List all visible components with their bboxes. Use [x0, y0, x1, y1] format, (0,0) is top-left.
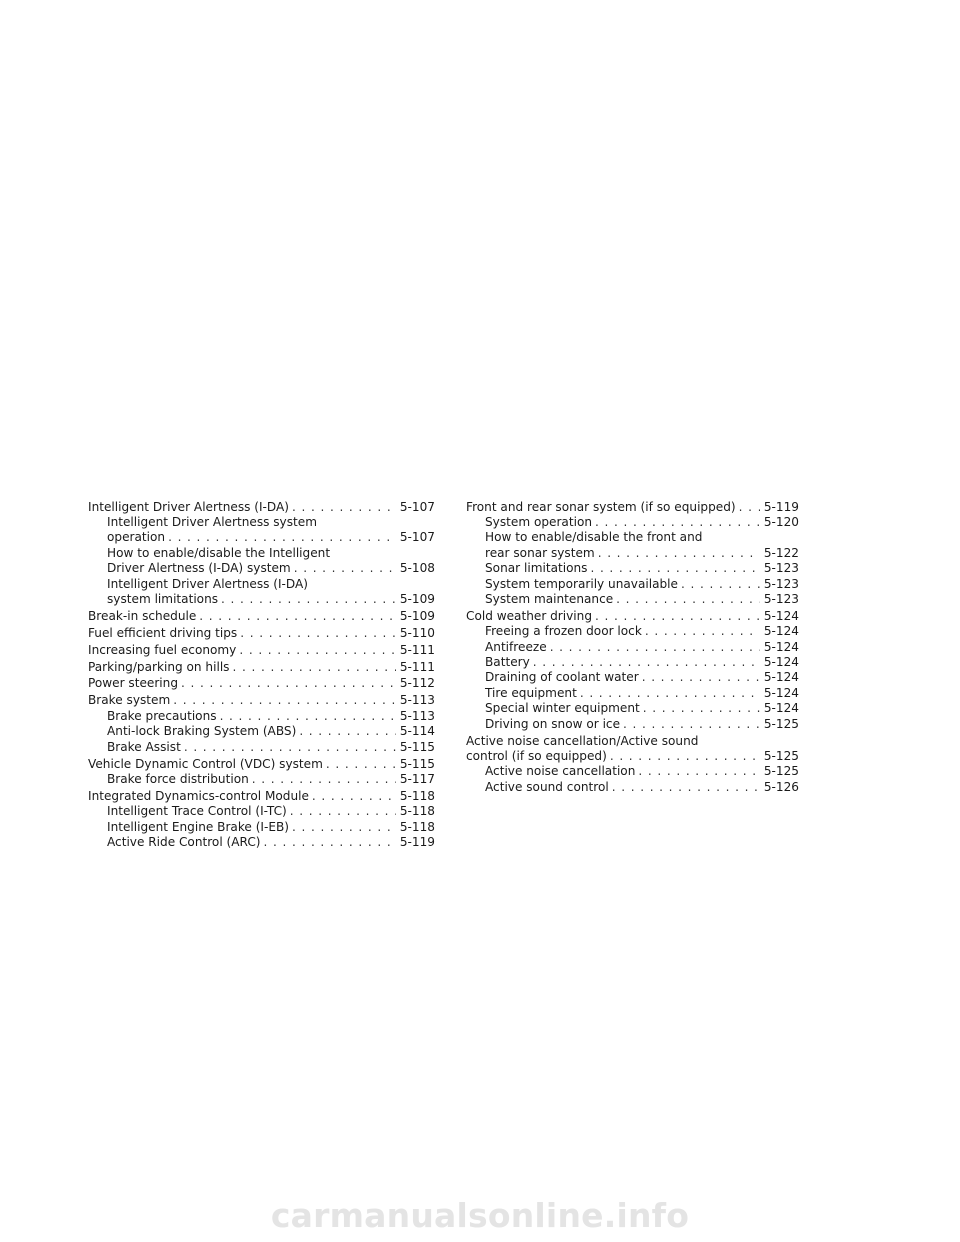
toc-entry[interactable] [88, 500, 435, 515]
toc-entry-leader-line [485, 515, 799, 530]
toc-entry[interactable] [466, 701, 799, 716]
toc-entry-title: Driving on snow or ice [485, 716, 621, 731]
toc-entry-page: 5-125 [763, 764, 799, 779]
dot-leader [292, 820, 396, 835]
dot-leader [252, 772, 396, 787]
toc-entry-leader-line [107, 804, 435, 819]
toc-entry-title: Tire equipment [485, 685, 577, 700]
toc-entry-title: Integrated Dynamics-control Module [88, 788, 309, 803]
toc-entry-leader-line [485, 764, 799, 779]
toc-entry-leader-line [88, 676, 435, 691]
toc-entry-leader-line [485, 701, 799, 716]
dot-leader [312, 789, 396, 804]
toc-entry-title: Anti-lock Braking System (ABS) [107, 724, 297, 739]
toc-entry-title: Break-in schedule [88, 608, 197, 623]
toc-entry-leader-line [107, 724, 435, 739]
toc-entry-page: 5-124 [763, 655, 799, 670]
toc-entry-leader-line [88, 626, 435, 641]
toc-entry[interactable] [88, 546, 435, 577]
toc-entry-leader-line [485, 624, 799, 639]
toc-entry-page: 5-118 [399, 819, 435, 834]
dot-leader [642, 670, 760, 685]
toc-entry-title: Brake Assist [107, 739, 181, 754]
toc-entry[interactable] [466, 764, 799, 779]
toc-entry-title-line: Active noise cancellation/Active sound [466, 733, 699, 748]
toc-entry-leader-line [485, 592, 799, 607]
toc-entry-title-line: How to enable/disable the Intelligent [107, 545, 331, 560]
toc-entry-page: 5-124 [763, 608, 799, 623]
toc-entry-title: Parking/parking on hills [88, 659, 230, 674]
toc-entry-title: Cold weather driving [466, 608, 592, 623]
toc-entry-title: Intelligent Engine Brake (I-EB) [107, 819, 289, 834]
toc-entry-page: 5-108 [399, 561, 435, 576]
toc-entry-page: 5-123 [763, 561, 799, 576]
toc-entry[interactable] [88, 660, 435, 675]
toc-entry[interactable] [466, 561, 799, 576]
toc-entry-leader-line [485, 546, 799, 561]
toc-entry-page: 5-113 [399, 693, 435, 708]
toc-entry-title: Intelligent Trace Control (I-TC) [107, 804, 287, 819]
toc-entry[interactable] [466, 592, 799, 607]
toc-entry-leader-line [107, 772, 435, 787]
toc-entry-leader-line [107, 740, 435, 755]
toc-entry[interactable] [88, 643, 435, 658]
toc-column-right [466, 498, 799, 795]
toc-entry-page: 5-113 [399, 708, 435, 723]
toc-entry[interactable] [466, 640, 799, 655]
toc-entry-page: 5-119 [399, 835, 435, 850]
toc-entry[interactable] [88, 804, 435, 819]
toc-entry-leader-line [485, 640, 799, 655]
toc-entry-title: Vehicle Dynamic Control (VDC) system [88, 756, 323, 771]
toc-entry-title: System maintenance [485, 591, 614, 606]
dot-leader [326, 757, 396, 772]
toc-entry-leader-line [485, 577, 799, 592]
toc-entry-page: 5-115 [399, 739, 435, 754]
toc-entry-title: Battery [485, 655, 530, 670]
toc-entry-page: 5-109 [399, 608, 435, 623]
toc-entry-leader-line [466, 500, 799, 515]
toc-entry-title: rear sonar system [485, 545, 595, 560]
toc-entry-leader-line [107, 835, 435, 850]
toc-entry-title: Intelligent Driver Alertness (I-DA) [88, 499, 289, 514]
dot-leader [181, 676, 396, 691]
toc-entry[interactable] [88, 609, 435, 624]
dot-leader [623, 717, 760, 732]
toc-entry[interactable] [88, 626, 435, 641]
toc-entry[interactable] [88, 693, 435, 708]
dot-leader [580, 686, 760, 701]
toc-entry-title: system limitations [107, 591, 219, 606]
toc-entry-leader-line [88, 660, 435, 675]
toc-entry-leader-line [107, 592, 435, 607]
toc-entry-leader-line [466, 749, 799, 764]
toc-entry-page: 5-126 [763, 779, 799, 794]
toc-entry[interactable] [88, 757, 435, 772]
toc-entry[interactable] [88, 740, 435, 755]
toc-entry-title-line: Intelligent Driver Alertness (I-DA) [107, 576, 308, 591]
dot-leader [290, 804, 396, 819]
toc-entry-title: Freeing a frozen door lock [485, 624, 642, 639]
toc-entry-page: 5-114 [399, 724, 435, 739]
toc-entry-title: operation [107, 530, 166, 545]
toc-entry-page: 5-111 [399, 659, 435, 674]
toc-entry-page: 5-124 [763, 670, 799, 685]
dot-leader [168, 530, 396, 545]
toc-entry-leader-line [107, 709, 435, 724]
toc-entry-title: control (if so equipped) [466, 749, 607, 763]
toc-entry-page: 5-118 [399, 788, 435, 803]
toc-entry-leader-line [107, 530, 435, 545]
toc-entry[interactable] [466, 717, 799, 732]
toc-entry-page: 5-124 [763, 639, 799, 654]
dot-leader [595, 515, 760, 530]
dot-leader [681, 577, 760, 592]
toc-entry-leader-line [107, 561, 435, 576]
dot-leader [199, 609, 396, 624]
toc-entry-page: 5-110 [399, 625, 435, 640]
toc-entry-page: 5-124 [763, 685, 799, 700]
toc-entry[interactable] [466, 686, 799, 701]
toc-entry-title: Active Ride Control (ARC) [107, 835, 261, 850]
toc-entry-page: 5-123 [763, 591, 799, 606]
toc-entry[interactable] [88, 724, 435, 739]
toc-entry[interactable] [466, 655, 799, 670]
dot-leader [638, 764, 759, 779]
toc-entry-title: Antifreeze [485, 639, 547, 654]
toc-entry[interactable] [466, 734, 799, 765]
toc-entry-title: Front and rear sonar system (if so equipped) [466, 499, 736, 514]
dot-leader [239, 643, 396, 658]
toc-entry-title: Fuel efficient driving tips [88, 625, 238, 640]
toc-entry-page: 5-115 [399, 756, 435, 771]
toc-entry[interactable] [88, 709, 435, 724]
toc-entry-title: Driver Alertness (I-DA) system [107, 561, 291, 576]
toc-entry-title: Brake precautions [107, 708, 217, 723]
toc-entry-page: 5-117 [399, 771, 435, 786]
dot-leader [598, 546, 760, 561]
toc-entry-title-line: Intelligent Driver Alertness system [107, 514, 317, 529]
toc-entry-title: Active noise cancellation [485, 764, 636, 779]
toc-entry-page: 5-125 [763, 749, 799, 763]
dot-leader [645, 624, 760, 639]
toc-entry-title: System temporarily unavailable [485, 576, 678, 591]
dot-leader [240, 626, 396, 641]
toc-entry-title: Brake force distribution [107, 771, 249, 786]
toc-entry-leader-line [107, 820, 435, 835]
toc-entry[interactable] [466, 670, 799, 685]
dot-leader [610, 749, 760, 764]
toc-entry-leader-line [485, 780, 799, 795]
toc-entry-leader-line [88, 757, 435, 772]
toc-entry-page: 5-109 [399, 591, 435, 606]
toc-entry-page: 5-125 [763, 716, 799, 731]
toc-entry-title: Sonar limitations [485, 561, 588, 576]
toc-entry-page: 5-112 [399, 676, 435, 691]
toc-entry[interactable] [88, 820, 435, 835]
toc-entry-page: 5-124 [763, 624, 799, 639]
dot-leader [292, 500, 396, 515]
toc-entry-leader-line [485, 670, 799, 685]
dot-leader [612, 780, 760, 795]
toc-entry-title: Special winter equipment [485, 701, 640, 716]
toc-entry[interactable] [88, 515, 435, 546]
dot-leader [232, 660, 395, 675]
dot-leader [616, 592, 760, 607]
toc-entry-page: 5-122 [763, 545, 799, 560]
dot-leader [533, 655, 760, 670]
toc-entry-page: 5-123 [763, 576, 799, 591]
toc-entry-leader-line [88, 643, 435, 658]
toc-column-left [88, 498, 435, 850]
dot-leader [643, 701, 760, 716]
toc-entry[interactable] [88, 789, 435, 804]
toc-entry[interactable] [88, 577, 435, 608]
dot-leader [299, 724, 396, 739]
dot-leader [595, 609, 760, 624]
toc-entry-page: 5-124 [763, 701, 799, 716]
dot-leader [590, 561, 759, 576]
toc-entry-leader-line [466, 609, 799, 624]
toc-entry-title-line: How to enable/disable the front and [485, 530, 703, 545]
toc-entry-title: Power steering [88, 676, 179, 691]
dot-leader [294, 561, 396, 576]
toc-entry-page: 5-120 [763, 514, 799, 529]
toc-entry-leader-line [88, 789, 435, 804]
dot-leader [264, 835, 396, 850]
dot-leader [184, 740, 396, 755]
toc-entry[interactable] [466, 609, 799, 624]
toc-entry-leader-line [485, 561, 799, 576]
toc-entry-page: 5-118 [399, 804, 435, 819]
toc-entry-leader-line [485, 717, 799, 732]
toc-entry[interactable] [466, 624, 799, 639]
dot-leader [550, 640, 760, 655]
toc-entry-leader-line [88, 609, 435, 624]
dot-leader [220, 709, 396, 724]
toc-entry-page: 5-107 [399, 499, 435, 514]
toc-entry[interactable] [88, 676, 435, 691]
dot-leader [221, 592, 396, 607]
dot-leader [173, 693, 396, 708]
toc-entry[interactable] [466, 577, 799, 592]
toc-entry-title: Brake system [88, 693, 171, 708]
toc-entry[interactable] [466, 515, 799, 530]
toc-entry-page: 5-107 [399, 530, 435, 545]
toc-entry[interactable] [88, 772, 435, 787]
toc-entry-title: System operation [485, 514, 593, 529]
toc-entry-page: 5-119 [763, 499, 799, 514]
toc-entry[interactable] [88, 835, 435, 850]
toc-entry-title: Increasing fuel economy [88, 642, 237, 657]
toc-entry-leader-line [485, 655, 799, 670]
toc-entry-leader-line [88, 693, 435, 708]
toc-entry-leader-line [88, 500, 435, 515]
toc-entry-title: Draining of coolant water [485, 670, 639, 685]
toc-entry[interactable] [466, 780, 799, 795]
watermark: carmanualsonline.info [270, 1196, 690, 1235]
toc-entry-page: 5-111 [399, 642, 435, 657]
dot-leader [739, 500, 760, 515]
toc-entry[interactable] [466, 530, 799, 561]
toc-entry-leader-line [485, 686, 799, 701]
toc-entry-title: Active sound control [485, 779, 609, 794]
toc-entry[interactable] [466, 500, 799, 515]
